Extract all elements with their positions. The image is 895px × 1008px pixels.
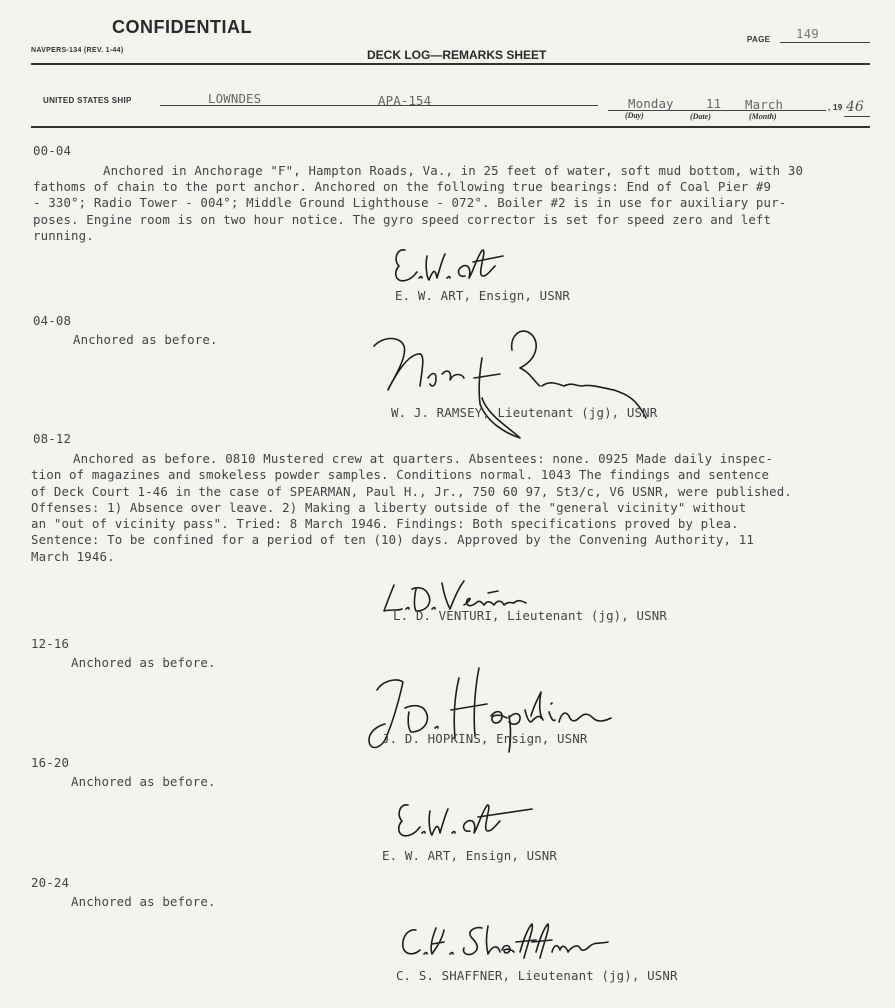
signer-name: J. D. HOPKINS, Ensign, USNR	[382, 731, 588, 746]
day-value: Monday	[628, 96, 674, 111]
watch-time: 12-16	[31, 636, 70, 651]
page-number: 149	[796, 26, 819, 41]
signer-name: W. J. RAMSEY, Lieutenant (jg), USNR	[391, 405, 658, 420]
log-line: Anchored as before.	[71, 655, 216, 670]
signature-art-2	[388, 797, 538, 842]
day-caption: (Day)	[625, 111, 644, 120]
header-rule-top	[31, 63, 870, 65]
log-line: tion of magazines and smokeless powder samples. Conditions normal. 1043 The findings and sentence	[31, 467, 770, 482]
month-value: March	[745, 97, 784, 112]
log-line: Anchored as before.	[71, 894, 216, 909]
signer-name: L. D. VENTURI, Lieutenant (jg), USNR	[393, 608, 667, 623]
log-line: Sentence: To be confined for a period of ten (10) days. Approved by the Convening Authority, 11	[31, 532, 754, 547]
log-line: Anchored as before.	[73, 332, 218, 347]
ship-label: UNITED STATES SHIP	[43, 96, 132, 105]
month-caption: (Month)	[749, 112, 777, 121]
log-line: fathoms of chain to the port anchor. Anchored on the following true bearings: End of Coal Pier #9	[33, 179, 772, 194]
watch-time: 20-24	[31, 875, 70, 890]
signer-name: E. W. ART, Ensign, USNR	[382, 848, 558, 863]
log-line: Offenses: 1) Absence over leave. 2) Making a liberty outside of the "general vicinity" without	[31, 500, 747, 515]
log-line: of Deck Court 1-46 in the case of SPEARMAN, Paul H., Jr., 750 60 97, St3/c, V6 USNR, were published.	[31, 484, 792, 499]
header-rule-bottom	[31, 126, 870, 128]
log-line: Anchored in Anchorage "F", Hampton Roads, Va., in 25 feet of water, soft mud bottom, with 30	[103, 163, 804, 178]
signer-name: C. S. SHAFFNER, Lieutenant (jg), USNR	[396, 968, 678, 983]
signer-name: E. W. ART, Ensign, USNR	[395, 288, 571, 303]
watch-time: 16-20	[31, 755, 70, 770]
log-line: an "out of vicinity pass". Tried: 8 March 1946. Findings: Both specifications proved by plea.	[31, 516, 739, 531]
sheet-title: DECK LOG—REMARKS SHEET	[367, 48, 547, 62]
log-line: poses. Engine room is on two hour notice. The gyro speed corrector is set for speed zero and left	[33, 212, 772, 227]
form-id: NAVPERS-134 (REV. 1-44)	[31, 47, 124, 54]
signature-art-1	[385, 238, 515, 288]
watch-time: 08-12	[33, 431, 72, 446]
signature-ramsey	[370, 328, 660, 443]
log-line: March 1946.	[31, 549, 115, 564]
log-line: - 330°; Radio Tower - 004°; Middle Ground Lighthouse - 072°. Boiler #2 is in use for auxiliary pur-	[33, 195, 787, 210]
ship-name: LOWNDES	[208, 91, 262, 106]
year-prefix: , 19	[828, 103, 843, 112]
date-value: 11	[706, 96, 722, 111]
watch-time: 04-08	[33, 313, 72, 328]
year-suffix: 46	[846, 99, 864, 115]
year-line	[844, 116, 870, 117]
confidential-stamp: CONFIDENTIAL	[112, 17, 252, 37]
page-number-line	[780, 42, 870, 43]
watch-time: 00-04	[33, 143, 72, 158]
date-caption: (Date)	[690, 112, 711, 121]
signature-shaffner	[396, 918, 621, 968]
log-line: running.	[33, 228, 94, 243]
page-label: PAGE	[747, 35, 771, 44]
log-line: Anchored as before.	[71, 774, 216, 789]
log-line: Anchored as before. 0810 Mustered crew at quarters. Absentees: none. 0925 Made daily inspec-	[73, 451, 774, 466]
hull-number: APA-154	[378, 93, 432, 108]
